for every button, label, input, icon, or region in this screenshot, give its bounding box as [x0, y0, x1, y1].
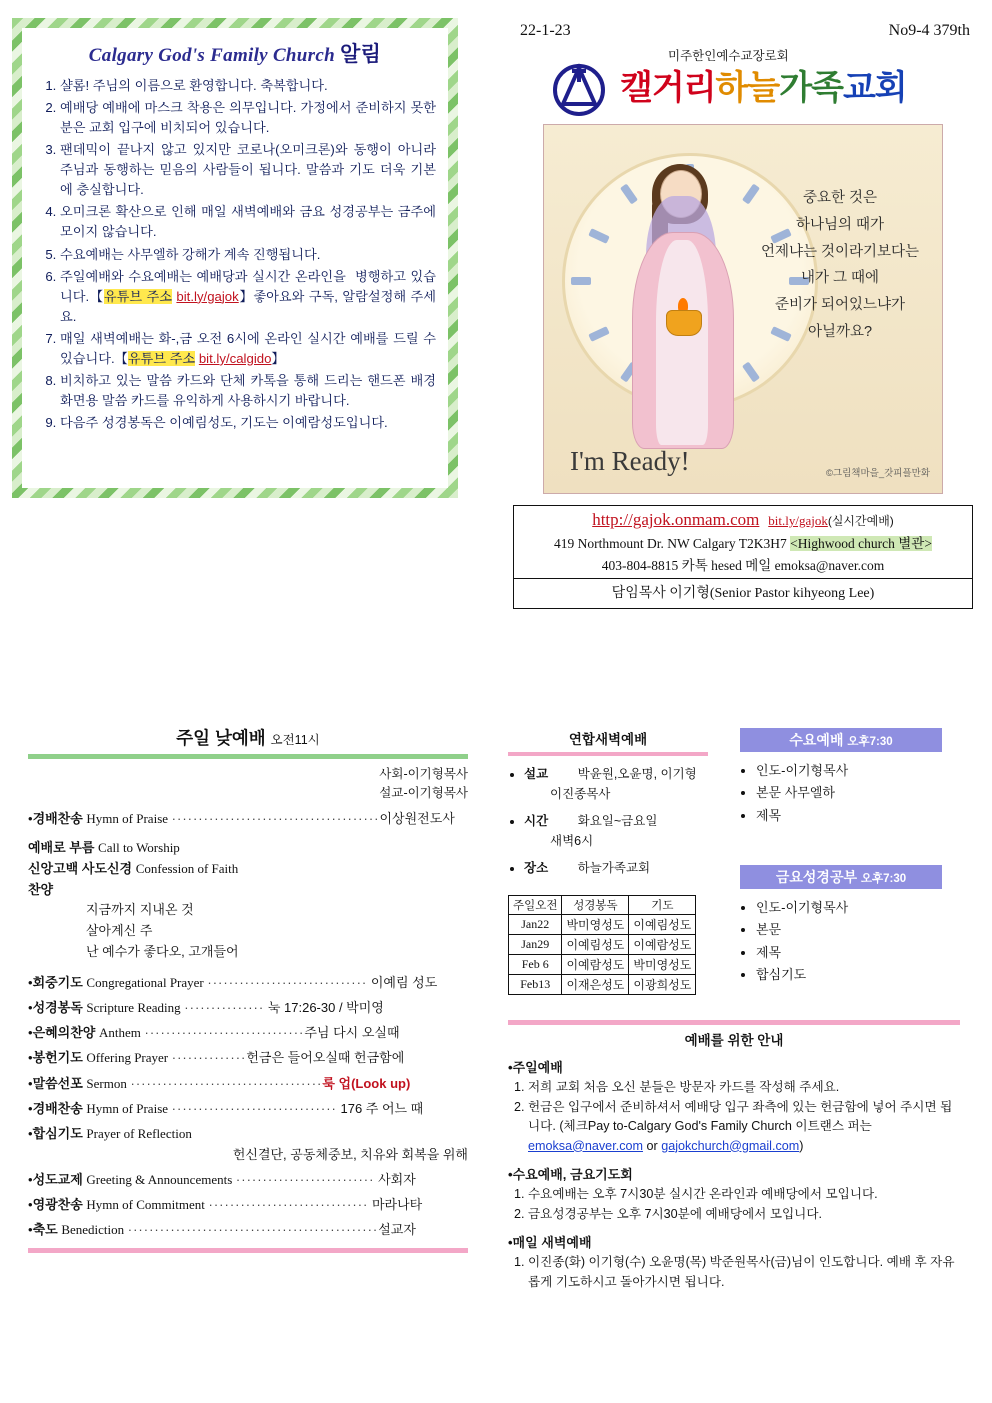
service-row-hymn-1: •경배찬송 Hymn of Praise ·······································이상원전도사	[28, 810, 455, 826]
illustration	[543, 124, 943, 494]
wednesday-item: • 본문 사무엘하	[756, 782, 942, 804]
friday-time: 오후7:30	[860, 873, 907, 885]
service-row-benediction: •축도 Benediction ···············································설교자	[28, 1221, 416, 1237]
order-title-time: 오전11시	[270, 733, 320, 747]
guide-list-midweek	[508, 1185, 960, 1224]
wednesday-item: • 제목	[756, 805, 942, 827]
date-line	[520, 22, 970, 40]
row-en: Anthem	[98, 1025, 141, 1041]
illustration-text-line: 내가 그 때에	[800, 270, 880, 287]
wednesday-item: • 인도-이기형목사	[756, 760, 942, 782]
praise-song: 난 예수가 좋다오, 고개들어	[86, 943, 239, 959]
guide-item: 2. 금요성경공부는 오후 7시30분에 예배당에서 모입니다.	[528, 1205, 960, 1225]
illustration-text-line: 언제냐는 것이라기보다는	[760, 243, 920, 260]
friday-title: 금요성경공부	[775, 869, 857, 885]
table-header-cell: 기도	[629, 896, 696, 915]
table-cell: 이예림성도	[562, 935, 629, 955]
issue-number: No9-4 379th	[888, 22, 970, 39]
contact-box	[513, 505, 973, 609]
divider-pink	[28, 1248, 468, 1253]
illustration-credit: ©그림책마을_갓피플만화	[825, 468, 930, 479]
church-logo-icon	[548, 60, 610, 116]
dawn-title: 연합새벽예배	[568, 732, 648, 747]
phone-line: 403-804-8815 카톡 hesed 메일 emoksa@naver.com	[601, 558, 885, 573]
friday-item: • 합심기도	[756, 964, 942, 986]
leader-line: 설교-이기형목사	[379, 786, 468, 801]
dawn-item-place	[524, 858, 708, 878]
table-cell: 이예림성도	[629, 915, 696, 935]
table-cell: Jan22	[509, 915, 562, 935]
row-kr: 신앙고백 사도신경	[28, 860, 133, 876]
guide-heading-midweek: •수요예배, 금요기도회	[508, 1167, 633, 1183]
row-kr: 회중기도	[32, 975, 83, 991]
address-line	[514, 532, 972, 552]
service-row-call	[28, 837, 468, 858]
email-link-naver[interactable]: emoksa@naver.com	[528, 1138, 643, 1153]
notice-title-kr: 알림	[340, 43, 382, 66]
row-right: 눅 17:26-30 / 박미영	[267, 1000, 384, 1016]
service-row-greeting: •성도교제 Greeting & Announcements ·························· 사회자	[28, 1171, 416, 1187]
service-row-offering: •봉헌기도 Offering Prayer ··············헌금은 들어오실때 헌금함에	[28, 1050, 405, 1066]
wednesday-list	[740, 760, 942, 827]
table-cell: 박미영성도	[629, 955, 696, 975]
service-row-congregational-prayer: •회중기도 Congregational Prayer ······························ 이예림 성도	[28, 975, 438, 991]
notice-box	[12, 18, 458, 498]
dawn-list	[508, 764, 708, 878]
youtube-label: 유튜브 주소	[103, 288, 172, 304]
friday-list	[740, 897, 942, 986]
praise-song: 지금까지 지내온 것	[86, 901, 194, 917]
service-row-reflection: •합심기도 Prayer of Reflection 헌신결단, 공동체중보, 치유와 회복을 위해	[28, 1123, 468, 1165]
table-header-row	[509, 896, 696, 915]
leader-list	[28, 765, 468, 804]
dawn-service-block	[508, 728, 708, 885]
row-right: 헌신결단, 공동체중보, 치유와 회복을 위해	[232, 1146, 468, 1162]
row-kr: 합심기도	[32, 1125, 83, 1141]
church-name-part-1: 캘거리	[620, 69, 716, 107]
dawn-item-preacher	[524, 764, 708, 804]
row-kr: 성경봉독	[32, 1000, 83, 1016]
guide-item: 1. 저희 교회 처음 오신 분들은 방문자 카드를 작성해 주세요.	[528, 1078, 960, 1098]
notice-title	[34, 38, 436, 68]
notice-item: 9. 다음주 성경봉독은 이예림성도, 기도는 이예람성도입니다.	[60, 413, 436, 433]
order-title-text: 주일 낮예배	[176, 728, 266, 748]
illustration-text-line: 준비가 되어있느냐가	[774, 297, 906, 314]
row-right: 176 주 어느 때	[340, 1100, 424, 1116]
church-name-part-3: 가족	[779, 69, 843, 107]
leader-line: 사회-이기형목사	[379, 767, 468, 781]
row-en: Hymn of Praise	[86, 810, 169, 826]
table-header-cell: 성경봉독	[562, 896, 629, 915]
row-kr: 찬양	[28, 881, 54, 897]
short-link[interactable]: bit.ly/gajok	[768, 513, 828, 528]
row-right: 설교자	[378, 1221, 416, 1237]
row-kr: 예배로 부름	[28, 839, 95, 855]
row-en: Hymn of Commitment	[86, 1196, 205, 1212]
address: 419 Northmount Dr. NW Calgary T2K3H7	[554, 536, 787, 551]
notice-list	[34, 76, 436, 433]
row-right: 룩 업(Look up)	[322, 1075, 411, 1091]
table-cell: 이광희성도	[629, 975, 696, 995]
praise-song: 살아계신 주	[86, 922, 153, 938]
table-header-cell: 주일오전	[509, 896, 562, 915]
youtube-link-calgido[interactable]: bit.ly/calgido	[198, 350, 272, 366]
illustration-text-line: 중요한 것은	[802, 190, 878, 206]
notice-item-youtube-main: 6. 주일예배와 수요예배는 예배당과 실시간 온라인을 병행하고 있습니다.【유튜브 주소 bit.ly/gajok】좋아요와 구독, 알람설정해 주세요.	[60, 267, 436, 327]
masthead	[548, 46, 968, 116]
guide-item: 1. 이진종(화) 이기형(수) 오윤명(목) 박준원목사(금)님이 인도합니다. 예배 후 자유롭게 기도하시고 돌아가시면 됩니다.	[528, 1253, 960, 1292]
worship-guide	[508, 1020, 960, 1292]
guide-item: 1. 수요예배는 오후 7시30분 실시간 온라인과 예배당에서 모입니다.	[528, 1185, 960, 1205]
assignment-table	[508, 895, 696, 995]
guide-list-dawn	[508, 1253, 960, 1292]
pastor-line: 담임목사 이기형(Senior Pastor kihyeong Lee)	[514, 578, 972, 602]
row-en: Hymn of Praise	[86, 1100, 169, 1116]
church-name	[620, 60, 907, 109]
divider-green	[28, 754, 468, 759]
row-en: Scripture Reading	[86, 1000, 181, 1016]
row-en: Greeting & Announcements	[86, 1171, 233, 1187]
service-row-anthem: •은혜의찬양 Anthem ······························주님 다시 오실때	[28, 1025, 400, 1041]
dawn-value: 화요일~금요일	[577, 814, 658, 828]
dawn-value-2: 이진종목사	[550, 787, 611, 801]
divider-pink	[508, 752, 708, 756]
row-kr: 은혜의찬양	[32, 1025, 96, 1041]
table-cell: 이재은성도	[562, 975, 629, 995]
table-cell: 이예람성도	[562, 955, 629, 975]
row-en: Confession of Faith	[135, 860, 239, 876]
illustration-caption: I'm Ready!	[570, 446, 690, 476]
lamp-maiden-figure	[622, 170, 742, 450]
friday-item: • 제목	[756, 942, 942, 964]
row-kr: 봉헌기도	[32, 1050, 83, 1066]
table-row	[509, 975, 696, 995]
guide-list-sunday	[508, 1078, 960, 1156]
table-cell: Jan29	[509, 935, 562, 955]
row-en: Offering Prayer	[86, 1050, 169, 1066]
guide-title: 예배를 위한 안내	[684, 1033, 784, 1048]
service-row-sermon: •말씀선포 Sermon ····································룩 업(Look up)	[28, 1075, 411, 1091]
illustration-text-line: 아닐까요?	[807, 324, 873, 341]
table-cell: Feb13	[509, 975, 562, 995]
service-row-commitment: •영광찬송 Hymn of Commitment ······························ 마라나타	[28, 1196, 423, 1212]
table-row	[509, 935, 696, 955]
table-row	[509, 915, 696, 935]
row-en: Congregational Prayer	[86, 975, 204, 991]
wednesday-title: 수요예배	[789, 732, 844, 748]
notice-title-en: Calgary God's Family Church	[88, 45, 335, 66]
row-kr: 말씀선포	[32, 1075, 83, 1091]
illustration-text	[752, 185, 928, 346]
friday-header	[740, 865, 942, 889]
friday-item: • 본문	[756, 919, 942, 941]
notice-item: 3. 팬데믹이 끝나지 않고 있지만 코로나(오미크론)와 동행이 아니라 주님과 동행하는 믿음의 사람들이 됩니다. 말씀과 기도 더욱 기본에 충실합니다.	[60, 140, 436, 200]
service-row-creed	[28, 858, 468, 879]
youtube-link-gajok[interactable]: bit.ly/gajok	[176, 288, 239, 304]
row-right: 헌금은 들어오실때 헌금함에	[246, 1050, 405, 1066]
dawn-value-2: 새벽6시	[550, 834, 594, 848]
row-right: 사회자	[378, 1171, 416, 1187]
guide-heading-dawn: •매일 새벽예배	[508, 1235, 592, 1251]
notice-item: 5. 수요예배는 사무엘하 강해가 계속 진행됩니다.	[60, 245, 436, 265]
denomination-label: 미주한인예수교장로회	[668, 49, 789, 63]
row-right: 마라나타	[372, 1196, 423, 1212]
address-note: <Highwood church 별관>	[790, 536, 932, 551]
order-title	[28, 725, 468, 750]
service-row-hymn-2: •경배찬송 Hymn of Praise ······························· 176 주 어느 때	[28, 1100, 424, 1116]
church-name-part-4: 교회	[842, 69, 907, 107]
youtube-label: 유튜브 주소	[127, 350, 196, 366]
row-en: Call to Worship	[98, 839, 180, 855]
short-link-note: (실시간예배)	[827, 514, 894, 528]
row-kr: 경배찬송	[32, 1100, 83, 1116]
row-kr: 영광찬송	[32, 1196, 83, 1212]
notice-item-youtube-dawn: 7. 매일 새벽예배는 화-,금 오전 6시에 온라인 실시간 예배를 드릴 수 있습니다.【유튜브 주소 bit.ly/calgido】	[60, 329, 436, 369]
row-right: 이상원전도사	[379, 810, 455, 826]
table-row	[509, 955, 696, 975]
row-right: 주님 다시 오실때	[304, 1025, 400, 1041]
email-link-gmail[interactable]: gajokchurch@gmail.com	[661, 1138, 800, 1153]
table-cell: Feb 6	[509, 955, 562, 975]
table-cell: 박미영성도	[562, 915, 629, 935]
row-en: Prayer of Reflection	[86, 1125, 192, 1141]
notice-item: 4. 오미크론 확산으로 인해 매일 새벽예배와 금요 성경공부는 금주에 모이지 않습니다.	[60, 202, 436, 242]
dawn-label: 장소	[524, 861, 549, 875]
church-name-part-2: 하늘	[715, 69, 780, 107]
notice-item: 1. 샬롬! 주님의 이름으로 환영합니다. 축복합니다.	[60, 76, 436, 96]
dawn-label: 시간	[524, 814, 549, 828]
row-kr: 축도	[32, 1221, 58, 1237]
dawn-label: 설교	[524, 767, 549, 781]
dawn-value: 박윤원,오윤명, 이기형	[577, 767, 697, 781]
dawn-value: 하늘가족교회	[577, 861, 651, 875]
service-row-scripture: •성경봉독 Scripture Reading ··············· 눅 17:26-30 / 박미영	[28, 1000, 384, 1016]
guide-item-offering: 2. 헌금은 입구에서 준비하셔서 예배당 입구 좌측에 있는 헌금함에 넣어 주시면 됩니다. (체크Pay to-Calgary God's Family Church 이트랜스 퍼는 emoksa@naver.com or gajokchurch@gmail.com)	[528, 1098, 960, 1157]
notice-item: 8. 비치하고 있는 말씀 카드와 단체 카톡을 통해 드리는 핸드폰 배경화면용 말씀 카드를 유익하게 사용하시기 바랍니다.	[60, 371, 436, 411]
table-cell: 이예람성도	[629, 935, 696, 955]
wednesday-time: 오후7:30	[847, 736, 893, 748]
row-kr: 경배찬송	[32, 810, 83, 826]
row-en: Benediction	[61, 1221, 125, 1237]
wednesday-header	[740, 728, 942, 752]
friday-item: • 인도-이기형목사	[756, 897, 942, 919]
illustration-text-line: 하나님의 때가	[795, 216, 885, 233]
dawn-item-time	[524, 811, 708, 851]
notice-item: 2. 예배당 예배에 마스크 착용은 의무입니다. 가정에서 준비하지 못한 분은 교회 입구에 비치되어 있습니다.	[60, 98, 436, 138]
website-link[interactable]: http://gajok.onmam.com	[592, 510, 760, 529]
date-code: 22-1-23	[520, 22, 571, 39]
divider-pink	[508, 1020, 960, 1025]
row-en: Sermon	[86, 1075, 127, 1091]
order-of-service	[28, 725, 468, 1253]
guide-heading-sunday: •주일예배	[508, 1060, 563, 1075]
row-kr: 성도교제	[32, 1171, 83, 1187]
row-right: 이예림 성도	[370, 975, 438, 991]
service-row-praise	[28, 879, 468, 900]
